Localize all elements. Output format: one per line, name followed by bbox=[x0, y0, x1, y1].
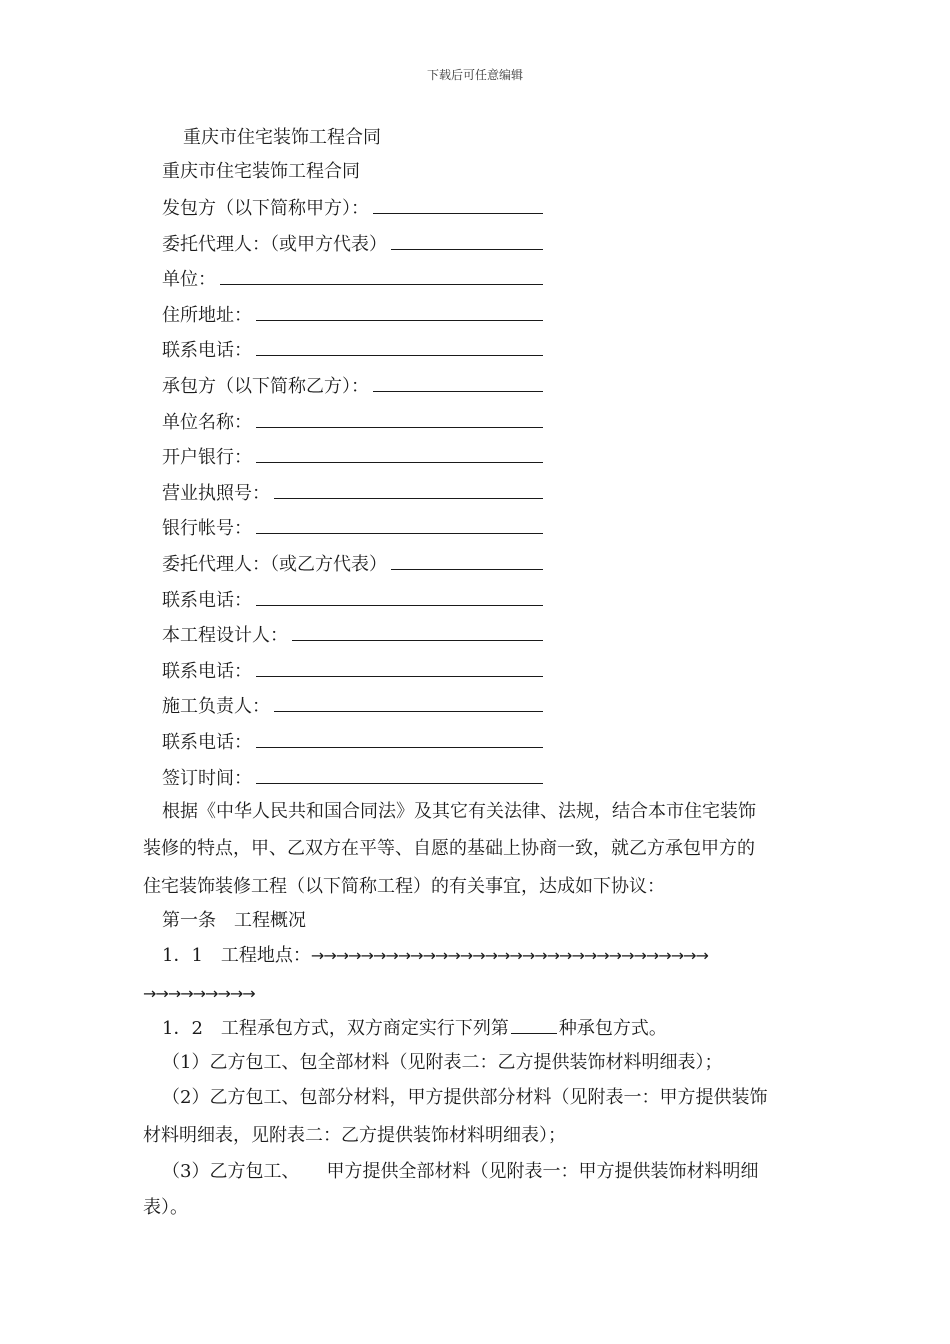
body-para1-line2: 装修的特点，甲、乙双方在平等、自愿的基础上协商一致，就乙方承包甲方的 bbox=[143, 838, 755, 859]
field-row bbox=[162, 197, 543, 220]
item-1-2-text-a: 1．2 工程承包方式，双方商定实行下列第 bbox=[162, 1018, 509, 1039]
item-1-1-label: 1．1 工程地点： bbox=[162, 945, 311, 966]
field-row bbox=[162, 482, 543, 505]
item-1-1 bbox=[162, 945, 708, 967]
field-label: 发包方（以下简称甲方）： bbox=[162, 198, 369, 219]
field-label: 联系电话： bbox=[162, 661, 252, 682]
field-row bbox=[162, 411, 543, 434]
option-3-line2: 表）。 bbox=[143, 1197, 188, 1218]
option-2-line1: （2）乙方包工、包部分材料，甲方提供部分材料（见附表一：甲方提供装饰 bbox=[162, 1087, 768, 1108]
field-label: 联系电话： bbox=[162, 590, 252, 611]
field-blank[interactable] bbox=[391, 553, 543, 570]
field-label: 委托代理人：（或乙方代表） bbox=[162, 554, 387, 575]
item-1-1-arrows: →→→→→→→→→→→→→→→→→→→→→→→→→→→→→→→→ bbox=[310, 946, 708, 965]
field-row bbox=[162, 446, 543, 469]
field-row bbox=[162, 624, 543, 647]
field-label: 施工负责人： bbox=[162, 696, 270, 717]
field-blank[interactable] bbox=[256, 767, 543, 784]
field-row bbox=[162, 517, 543, 540]
field-row bbox=[162, 589, 543, 612]
field-blank[interactable] bbox=[274, 695, 543, 712]
field-blank[interactable] bbox=[256, 517, 543, 534]
field-label: 承包方（以下简称乙方）： bbox=[162, 376, 369, 397]
field-blank[interactable] bbox=[373, 375, 543, 392]
field-row bbox=[162, 233, 543, 256]
field-blank[interactable] bbox=[292, 624, 543, 641]
field-label: 开户银行： bbox=[162, 447, 252, 468]
doc-title: 重庆市住宅装饰工程合同 bbox=[183, 127, 381, 148]
doc-subtitle: 重庆市住宅装饰工程合同 bbox=[162, 161, 360, 182]
option-2-line2: 材料明细表，见附表二：乙方提供装饰材料明细表）； bbox=[143, 1125, 566, 1146]
item-1-1-arrows-cont: →→→→→→→→→ bbox=[143, 984, 255, 1003]
field-blank[interactable] bbox=[373, 197, 543, 214]
page-header-note: 下载后可任意编辑 bbox=[426, 68, 523, 82]
field-label: 营业执照号： bbox=[162, 483, 270, 504]
item-1-2-blank[interactable] bbox=[511, 1017, 557, 1034]
field-label: 联系电话： bbox=[162, 732, 252, 753]
field-label: 银行帐号： bbox=[162, 518, 252, 539]
item-1-2-text-b: 种承包方式。 bbox=[558, 1018, 667, 1039]
field-label: 联系电话： bbox=[162, 340, 252, 361]
field-label: 住所地址： bbox=[162, 305, 252, 326]
field-row bbox=[162, 767, 543, 790]
field-label: 委托代理人：（或甲方代表） bbox=[162, 234, 387, 255]
field-label: 单位名称： bbox=[162, 412, 252, 433]
field-blank[interactable] bbox=[256, 304, 543, 321]
field-blank[interactable] bbox=[256, 731, 543, 748]
field-blank[interactable] bbox=[256, 339, 543, 356]
field-blank[interactable] bbox=[256, 446, 543, 463]
field-label: 签订时间： bbox=[162, 768, 252, 789]
field-row bbox=[162, 731, 543, 754]
field-blank[interactable] bbox=[256, 411, 543, 428]
option-3-line1: （3）乙方包工、 甲方提供全部材料（见附表一：甲方提供装饰材料明细 bbox=[162, 1161, 759, 1182]
body-para1-line3: 住宅装饰装修工程（以下简称工程）的有关事宜，达成如下协议： bbox=[143, 876, 665, 897]
field-blank[interactable] bbox=[256, 660, 543, 677]
field-label: 本工程设计人： bbox=[162, 625, 288, 646]
field-row bbox=[162, 695, 543, 718]
field-row bbox=[162, 660, 543, 683]
field-row bbox=[162, 339, 543, 362]
field-label: 单位： bbox=[162, 269, 216, 290]
field-row bbox=[162, 553, 543, 576]
field-blank[interactable] bbox=[256, 589, 543, 606]
field-row bbox=[162, 375, 543, 398]
field-blank[interactable] bbox=[391, 233, 543, 250]
field-blank[interactable] bbox=[220, 268, 543, 285]
field-row bbox=[162, 268, 543, 291]
option-1: （1）乙方包工、包全部材料（见附表二：乙方提供装饰材料明细表）； bbox=[162, 1052, 723, 1073]
article-1-heading: 第一条 工程概况 bbox=[162, 910, 306, 931]
item-1-2 bbox=[162, 1017, 667, 1040]
field-row bbox=[162, 304, 543, 327]
field-blank[interactable] bbox=[274, 482, 543, 499]
body-para1-line1: 根据《中华人民共和国合同法》及其它有关法律、法规，结合本市住宅装饰 bbox=[162, 801, 756, 822]
